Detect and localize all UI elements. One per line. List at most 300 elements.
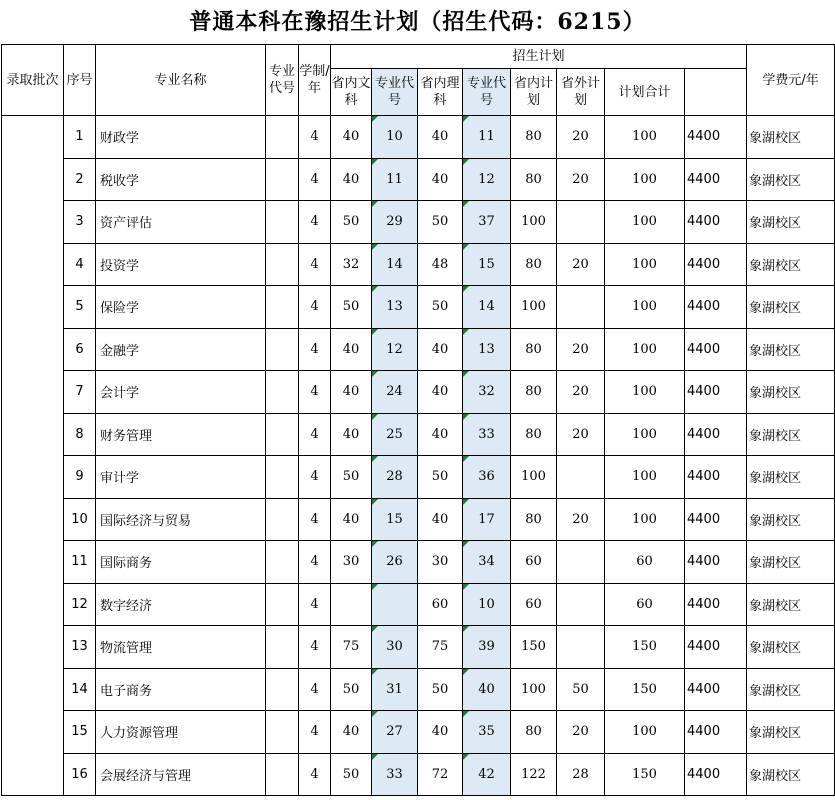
cell-major-code	[266, 498, 299, 541]
cell-total	[605, 498, 685, 541]
cell-arts-code	[372, 583, 418, 626]
cell-fee-text: 4400	[687, 511, 721, 527]
cell-seq-text: 4	[75, 256, 84, 272]
cell-major-code	[266, 753, 299, 796]
cell-fee	[685, 286, 747, 329]
header-in-plan: 省内计划	[511, 69, 557, 116]
cell-in-plan-text: 80	[525, 426, 542, 442]
cell-seq	[64, 371, 96, 414]
cell-in-arts-text: 50	[342, 214, 360, 230]
cell-in-arts	[331, 371, 372, 414]
cell-fee-text: 4400	[687, 299, 721, 315]
cell-corner-marker	[372, 754, 378, 760]
cell-total-text: 100	[632, 299, 657, 315]
header-in-sci: 省内理科	[418, 69, 463, 116]
cell-arts-code	[372, 243, 418, 286]
cell-years	[299, 753, 331, 796]
table-row	[2, 541, 835, 584]
cell-in-arts	[331, 201, 372, 244]
cell-in-arts-text: 50	[342, 299, 360, 315]
table-row	[2, 498, 835, 541]
cell-major-name	[96, 456, 266, 499]
cell-arts-code-text: 26	[386, 554, 403, 570]
cell-major-name-text: 财务管理	[100, 428, 153, 444]
cell-campus-text: 象湖校区	[749, 428, 802, 444]
cell-major-code	[266, 371, 299, 414]
cell-arts-code	[372, 498, 418, 541]
cell-years	[299, 328, 331, 371]
cell-seq	[64, 541, 96, 584]
cell-sci-code-text: 37	[478, 214, 495, 230]
table-body	[2, 116, 835, 796]
cell-sci-code-text: 12	[478, 171, 495, 187]
cell-arts-code-text: 14	[386, 256, 403, 272]
cell-corner-marker	[463, 499, 469, 505]
cell-total-text: 150	[632, 681, 657, 697]
cell-seq-text: 11	[71, 554, 88, 570]
cell-years-text: 4	[310, 511, 319, 527]
cell-sci-code-text: 35	[478, 724, 495, 740]
cell-seq-text: 10	[71, 511, 88, 527]
cell-out-plan	[557, 711, 605, 754]
cell-in-plan-text: 150	[521, 639, 546, 655]
table-row	[2, 371, 835, 414]
table-row	[2, 201, 835, 244]
cell-campus-text: 象湖校区	[749, 173, 802, 189]
cell-in-plan-text: 80	[525, 256, 542, 272]
cell-sci-code	[463, 328, 511, 371]
cell-arts-code	[372, 626, 418, 669]
cell-fee-text: 4400	[687, 171, 721, 187]
cell-years-text: 4	[310, 341, 319, 357]
cell-years	[299, 626, 331, 669]
cell-fee	[685, 116, 747, 159]
cell-in-plan-text: 122	[521, 766, 546, 782]
cell-major-name	[96, 413, 266, 456]
cell-in-sci-text: 40	[431, 341, 449, 357]
cell-major-name-text: 国际经济与贸易	[100, 513, 192, 529]
cell-in-arts	[331, 456, 372, 499]
cell-sci-code-text: 15	[478, 256, 495, 272]
table-row	[2, 711, 835, 754]
cell-years-text: 4	[310, 299, 319, 315]
cell-campus-text: 象湖校区	[749, 471, 802, 487]
cell-seq	[64, 328, 96, 371]
cell-years-text: 4	[310, 426, 319, 442]
cell-corner-marker	[463, 201, 469, 207]
table-row	[2, 286, 835, 329]
cell-total	[605, 201, 685, 244]
cell-out-plan	[557, 498, 605, 541]
cell-sci-code-text: 32	[478, 384, 495, 400]
cell-sci-code	[463, 626, 511, 669]
cell-fee	[685, 711, 747, 754]
cell-seq-text: 6	[75, 341, 84, 357]
cell-out-plan	[557, 413, 605, 456]
cell-campus-text: 象湖校区	[749, 683, 802, 699]
cell-years-text: 4	[310, 171, 319, 187]
cell-out-plan	[557, 456, 605, 499]
cell-arts-code-text: 25	[386, 426, 403, 442]
cell-in-arts	[331, 328, 372, 371]
cell-major-code	[266, 116, 299, 159]
cell-in-plan-text: 80	[525, 511, 542, 527]
cell-in-arts-text: 50	[342, 766, 360, 782]
cell-fee-text: 4400	[687, 639, 721, 655]
cell-out-plan	[557, 116, 605, 159]
cell-in-sci	[418, 371, 463, 414]
cell-sci-code-text: 17	[478, 511, 495, 527]
cell-fee-text: 4400	[687, 596, 721, 612]
cell-out-plan	[557, 668, 605, 711]
cell-years	[299, 243, 331, 286]
cell-fee-text: 4400	[687, 214, 721, 230]
cell-sci-code-text: 36	[478, 469, 495, 485]
cell-corner-marker	[463, 754, 469, 760]
cell-campus	[747, 286, 835, 329]
cell-corner-marker	[463, 371, 469, 377]
cell-seq-text: 7	[75, 384, 84, 400]
cell-in-sci-text: 40	[431, 384, 449, 400]
cell-in-sci	[418, 201, 463, 244]
cell-in-arts	[331, 753, 372, 796]
cell-out-plan	[557, 583, 605, 626]
cell-campus	[747, 158, 835, 201]
cell-years-text: 4	[310, 766, 319, 782]
cell-years	[299, 158, 331, 201]
cell-in-plan-text: 60	[525, 554, 542, 570]
cell-out-plan	[557, 371, 605, 414]
cell-years	[299, 583, 331, 626]
cell-corner-marker	[372, 159, 378, 165]
cell-fee-text: 4400	[687, 766, 721, 782]
cell-total-text: 150	[632, 639, 657, 655]
cell-out-plan-text: 20	[572, 171, 589, 187]
cell-campus	[747, 413, 835, 456]
cell-in-sci-text: 40	[431, 129, 449, 145]
cell-major-name	[96, 583, 266, 626]
cell-in-sci	[418, 158, 463, 201]
cell-in-sci	[418, 116, 463, 159]
cell-total	[605, 243, 685, 286]
cell-in-arts-text: 40	[342, 426, 360, 442]
cell-campus-text: 象湖校区	[749, 343, 802, 359]
header-major: 专业名称	[96, 45, 266, 116]
cell-major-name-text: 保险学	[100, 301, 140, 317]
cell-in-plan-text: 80	[525, 171, 542, 187]
cell-major-name-text: 资产评估	[100, 216, 153, 232]
cell-sci-code	[463, 498, 511, 541]
cell-in-sci	[418, 541, 463, 584]
cell-corner-marker	[372, 711, 378, 717]
cell-out-plan-text: 20	[572, 341, 589, 357]
table-row	[2, 753, 835, 796]
cell-arts-code	[372, 456, 418, 499]
table-row	[2, 413, 835, 456]
cell-major-name-text: 人力资源管理	[100, 726, 179, 742]
cell-out-plan-text: 20	[572, 426, 589, 442]
cell-in-arts	[331, 541, 372, 584]
cell-arts-code	[372, 201, 418, 244]
cell-major-name	[96, 243, 266, 286]
cell-campus-text: 象湖校区	[749, 641, 802, 657]
cell-in-arts-text: 40	[342, 341, 360, 357]
cell-corner-marker	[372, 329, 378, 335]
cell-out-plan-text: 20	[572, 129, 589, 145]
cell-seq	[64, 243, 96, 286]
cell-fee-text: 4400	[687, 724, 721, 740]
cell-arts-code	[372, 541, 418, 584]
cell-seq-text: 14	[71, 681, 88, 697]
cell-major-name-text: 税收学	[100, 173, 140, 189]
cell-years	[299, 711, 331, 754]
header-sci-code: 专业代号	[463, 69, 511, 116]
cell-years	[299, 201, 331, 244]
cell-in-plan	[511, 371, 557, 414]
cell-years	[299, 413, 331, 456]
cell-in-plan-text: 100	[521, 469, 546, 485]
header-total: 计划合计	[605, 69, 685, 116]
page-title: 普通本科在豫招生计划（招生代码：6215）	[189, 9, 646, 35]
cell-seq	[64, 583, 96, 626]
cell-fee	[685, 668, 747, 711]
cell-years-text: 4	[310, 681, 319, 697]
cell-out-plan	[557, 541, 605, 584]
cell-total	[605, 116, 685, 159]
cell-campus-text: 象湖校区	[749, 301, 802, 317]
cell-sci-code	[463, 201, 511, 244]
cell-sci-code	[463, 711, 511, 754]
cell-in-plan	[511, 753, 557, 796]
cell-arts-code	[372, 753, 418, 796]
cell-total	[605, 626, 685, 669]
cell-corner-marker	[463, 116, 469, 122]
cell-years	[299, 456, 331, 499]
cell-in-plan	[511, 626, 557, 669]
cell-in-arts	[331, 668, 372, 711]
cell-total-text: 100	[632, 384, 657, 400]
cell-arts-code-text: 30	[386, 639, 403, 655]
cell-campus-text: 象湖校区	[749, 386, 802, 402]
cell-sci-code	[463, 413, 511, 456]
cell-in-sci-text: 72	[431, 766, 449, 782]
cell-campus	[747, 498, 835, 541]
cell-corner-marker	[372, 669, 378, 675]
cell-arts-code-text: 13	[386, 299, 403, 315]
cell-major-name-text: 审计学	[100, 471, 140, 487]
cell-campus	[747, 456, 835, 499]
cell-arts-code-text: 31	[386, 681, 403, 697]
cell-seq	[64, 753, 96, 796]
cell-seq-text: 12	[71, 596, 88, 612]
cell-seq	[64, 456, 96, 499]
cell-in-arts	[331, 158, 372, 201]
cell-seq	[64, 413, 96, 456]
cell-corner-marker	[463, 626, 469, 632]
cell-corner-marker	[463, 669, 469, 675]
cell-out-plan-text: 50	[572, 681, 589, 697]
cell-sci-code	[463, 583, 511, 626]
cell-corner-marker	[372, 201, 378, 207]
cell-sci-code-text: 33	[478, 426, 495, 442]
cell-fee-text: 4400	[687, 681, 721, 697]
cell-in-arts-text: 30	[342, 554, 360, 570]
cell-fee	[685, 201, 747, 244]
cell-sci-code	[463, 541, 511, 584]
cell-seq	[64, 626, 96, 669]
cell-total-text: 150	[632, 766, 657, 782]
cell-major-name-text: 会计学	[100, 386, 140, 402]
cell-corner-marker	[463, 541, 469, 547]
table-row	[2, 668, 835, 711]
cell-seq	[64, 201, 96, 244]
cell-seq	[64, 711, 96, 754]
cell-fee	[685, 413, 747, 456]
cell-total-text: 100	[632, 426, 657, 442]
cell-sci-code	[463, 753, 511, 796]
header-fee: 学费元/年	[747, 45, 835, 116]
enrollment-plan-table	[1, 44, 835, 796]
cell-fee	[685, 158, 747, 201]
cell-corner-marker	[463, 456, 469, 462]
cell-arts-code-text: 10	[386, 129, 403, 145]
cell-corner-marker	[463, 414, 469, 420]
cell-in-sci-text: 40	[431, 724, 449, 740]
cell-arts-code	[372, 711, 418, 754]
cell-arts-code	[372, 158, 418, 201]
cell-total-text: 100	[632, 724, 657, 740]
cell-in-arts	[331, 711, 372, 754]
cell-years	[299, 116, 331, 159]
header-years: 学制/年	[299, 45, 331, 116]
cell-sci-code	[463, 158, 511, 201]
cell-in-sci-text: 40	[431, 171, 449, 187]
cell-in-sci-text: 50	[431, 299, 449, 315]
cell-major-code	[266, 541, 299, 584]
cell-out-plan	[557, 158, 605, 201]
cell-seq-text: 9	[75, 469, 84, 485]
cell-total	[605, 456, 685, 499]
cell-total	[605, 371, 685, 414]
header-plan-group: 招生计划	[331, 45, 747, 69]
cell-years-text: 4	[310, 596, 319, 612]
cell-major-name	[96, 116, 266, 159]
cell-in-sci-text: 50	[431, 469, 449, 485]
cell-campus	[747, 328, 835, 371]
cell-in-sci-text: 60	[431, 596, 449, 612]
cell-fee	[685, 498, 747, 541]
cell-years-text: 4	[310, 214, 319, 230]
cell-in-plan	[511, 158, 557, 201]
cell-sci-code	[463, 668, 511, 711]
cell-major-name	[96, 626, 266, 669]
cell-major-name	[96, 668, 266, 711]
cell-major-code	[266, 413, 299, 456]
cell-corner-marker	[372, 244, 378, 250]
cell-in-sci	[418, 626, 463, 669]
cell-corner-marker	[372, 584, 378, 590]
cell-fee	[685, 456, 747, 499]
cell-in-sci-text: 50	[431, 681, 449, 697]
cell-out-plan-text: 28	[572, 766, 589, 782]
cell-in-plan	[511, 201, 557, 244]
cell-major-name	[96, 753, 266, 796]
cell-total	[605, 668, 685, 711]
cell-campus-text: 象湖校区	[749, 598, 802, 614]
cell-in-sci	[418, 583, 463, 626]
cell-in-sci-text: 30	[431, 554, 449, 570]
cell-in-plan-text: 80	[525, 341, 542, 357]
cell-sci-code-text: 42	[478, 766, 495, 782]
cell-arts-code	[372, 116, 418, 159]
header-batch: 录取批次	[2, 45, 64, 116]
cell-in-arts-text: 50	[342, 469, 360, 485]
cell-total	[605, 286, 685, 329]
cell-campus	[747, 243, 835, 286]
cell-major-name	[96, 158, 266, 201]
cell-arts-code-text: 33	[386, 766, 403, 782]
cell-years-text: 4	[310, 554, 319, 570]
cell-years-text: 4	[310, 724, 319, 740]
cell-fee-text: 4400	[687, 554, 721, 570]
table-row	[2, 116, 835, 159]
cell-major-code	[266, 668, 299, 711]
cell-in-plan-text: 100	[521, 299, 546, 315]
cell-in-sci	[418, 753, 463, 796]
cell-fee-text: 4400	[687, 129, 721, 145]
cell-in-plan	[511, 583, 557, 626]
cell-in-sci	[418, 286, 463, 329]
cell-major-code	[266, 158, 299, 201]
cell-batch	[2, 116, 64, 796]
cell-campus	[747, 116, 835, 159]
cell-total-text: 100	[632, 341, 657, 357]
cell-campus	[747, 711, 835, 754]
cell-in-plan-text: 100	[521, 681, 546, 697]
cell-sci-code-text: 39	[478, 639, 495, 655]
table-row	[2, 328, 835, 371]
cell-years	[299, 371, 331, 414]
cell-seq-text: 16	[71, 766, 88, 782]
cell-corner-marker	[372, 499, 378, 505]
cell-seq	[64, 498, 96, 541]
cell-sci-code-text: 40	[478, 681, 495, 697]
cell-in-sci	[418, 243, 463, 286]
cell-in-plan-text: 80	[525, 129, 542, 145]
cell-years	[299, 498, 331, 541]
cell-in-arts-text: 40	[342, 724, 360, 740]
cell-major-code	[266, 583, 299, 626]
cell-in-plan-text: 80	[525, 724, 542, 740]
cell-seq-text: 3	[75, 214, 84, 230]
cell-seq	[64, 668, 96, 711]
cell-years	[299, 286, 331, 329]
cell-seq-text: 1	[75, 129, 84, 145]
cell-in-arts-text: 40	[342, 129, 360, 145]
cell-fee-text: 4400	[687, 384, 721, 400]
cell-major-name	[96, 371, 266, 414]
cell-major-name-text: 国际商务	[100, 556, 153, 572]
cell-in-arts	[331, 286, 372, 329]
cell-fee-text: 4400	[687, 469, 721, 485]
cell-fee	[685, 328, 747, 371]
cell-in-plan	[511, 456, 557, 499]
cell-in-plan	[511, 243, 557, 286]
cell-arts-code	[372, 328, 418, 371]
cell-major-name	[96, 711, 266, 754]
cell-total-text: 100	[632, 256, 657, 272]
cell-corner-marker	[372, 456, 378, 462]
